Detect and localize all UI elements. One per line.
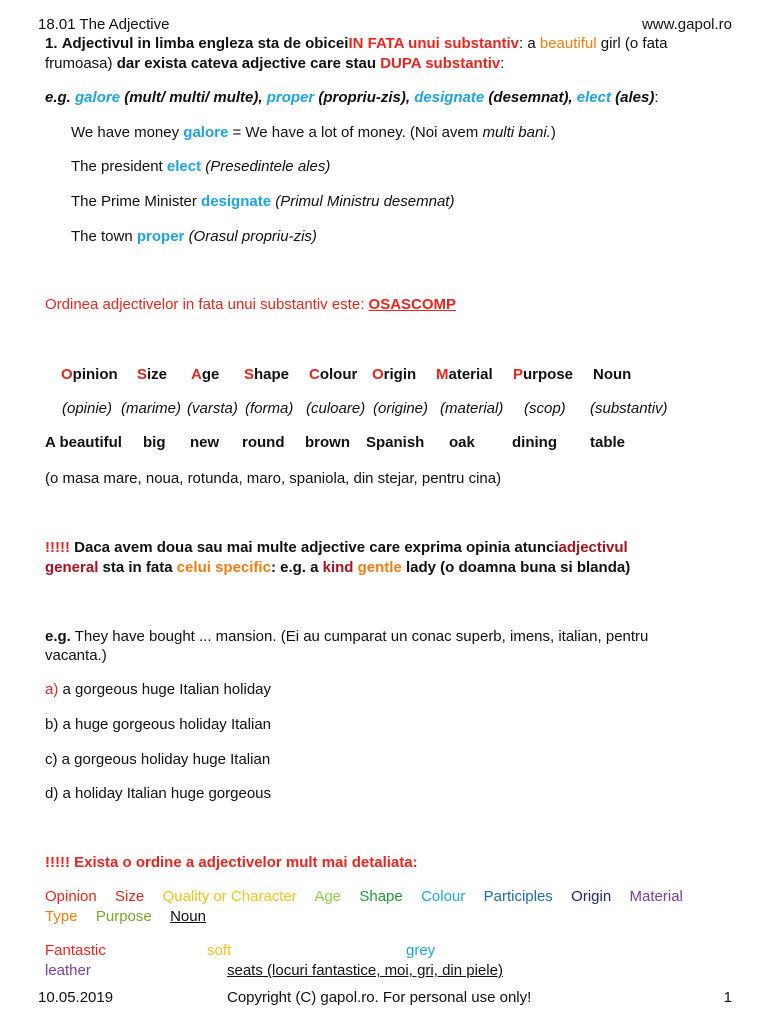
osascomp-age: Age [191, 366, 220, 383]
example-elect: The president elect (Presedintele ales) [71, 158, 331, 175]
exercise-question-1: e.g. They have bought ... mansion. (Ei au cumparat un conac superb, imens, italian, pentru [45, 628, 649, 645]
ro-noun: (substantiv) [590, 400, 668, 417]
order-type: Type [45, 908, 78, 925]
order-origin: Origin [571, 888, 612, 905]
ex-material: oak [449, 434, 475, 451]
detailed-order-row-1 [45, 887, 683, 907]
note-detailed-order: !!!!! Exista o ordine a adjectivelor mult mai detaliata: [45, 854, 418, 871]
detailed-order-row-2 [45, 907, 206, 927]
ro-size: (marime) [121, 400, 181, 417]
note-opinion-1: !!!!! Daca avem doua sau mai multe adjective care exprima opinia atunciadjectivul [45, 539, 628, 556]
example-proper: The town proper (Orasul propriu-zis) [71, 228, 317, 245]
osascomp-noun: Noun [593, 366, 632, 383]
ex-origin: Spanish [366, 434, 425, 451]
header-title: 18.01 The Adjective [38, 16, 170, 33]
osascomp-acronym: OSASCOMP [368, 296, 457, 313]
ro-purpose: (scop) [524, 400, 566, 417]
ro-origin: (origine) [373, 400, 429, 417]
option-b: b) a huge gorgeous holiday Italian [45, 716, 272, 733]
osascomp-colour: Colour [309, 366, 358, 383]
note-opinion-2: general sta in fata celui specific: e.g. a kind gentle lady (o doamna buna si blanda) [45, 559, 631, 576]
osascomp-origin: Origin [372, 366, 417, 383]
osascomp-shape: Shape [244, 366, 290, 383]
ro-age: (varsta) [187, 400, 238, 417]
example-galore: We have money galore = We have a lot of money. (Noi avem multi bani.) [71, 124, 556, 141]
footer-page-number: 1 [723, 989, 732, 1006]
order-material: Material [629, 888, 683, 905]
osascomp-purpose: Purpose [513, 366, 574, 383]
order-purpose: Purpose [95, 908, 152, 925]
ro-material: (material) [440, 400, 504, 417]
ex-opinion: A beautiful [45, 434, 122, 451]
order-noun: Noun [170, 908, 206, 925]
ro-shape: (forma) [245, 400, 294, 417]
example-soft: soft [207, 942, 232, 959]
order-participles: Participles [483, 888, 553, 905]
exercise-question-2: vacanta.) [45, 647, 107, 664]
ex-age: new [190, 434, 220, 451]
intro-line-2: frumoasa) dar exista cateva adjective care stau DUPA substantiv: [45, 55, 505, 72]
ex-purpose: dining [512, 434, 557, 451]
osascomp-opinion: Opinion [61, 366, 118, 383]
order-shape: Shape [359, 888, 403, 905]
eg-post-adjectives: e.g. galore (mult/ multi/ multe), proper (propriu-zis), designate (desemnat), elect (ales): [45, 89, 659, 106]
example-grey: grey [406, 942, 436, 959]
option-c: c) a gorgeous holiday huge Italian [45, 751, 271, 768]
order-size: Size [115, 888, 145, 905]
footer-copyright: Copyright (C) gapol.ro. For personal use only! [227, 989, 532, 1006]
ro-opinion: (opinie) [62, 400, 113, 417]
translation: (o masa mare, noua, rotunda, maro, spaniola, din stejar, pentru cina) [45, 470, 502, 487]
order-line: Ordinea adjectivelor in fata unui substantiv este: OSASCOMP [45, 296, 457, 313]
ex-size: big [143, 434, 166, 451]
ro-colour: (culoare) [306, 400, 366, 417]
option-d: d) a holiday Italian huge gorgeous [45, 785, 272, 802]
ex-colour: brown [305, 434, 350, 451]
intro-line-1: 1. Adjectivul in limba engleza sta de obiceiIN FATA unui substantiv: a beautiful girl (o fata [45, 35, 668, 52]
order-age: Age [314, 888, 342, 905]
example-leather: leather [45, 962, 91, 979]
order-opinion: Opinion [45, 888, 97, 905]
footer-date: 10.05.2019 [38, 989, 114, 1006]
ex-noun: table [590, 434, 626, 451]
header-website: www.gapol.ro [641, 16, 732, 33]
ex-shape: round [242, 434, 285, 451]
osascomp-material: Material [436, 366, 493, 383]
example-seats: seats (locuri fantastice, moi, gri, din piele) [227, 962, 503, 979]
example-fantastic: Fantastic [45, 942, 106, 959]
osascomp-size: Size [137, 366, 168, 383]
example-designate: The Prime Minister designate (Primul Ministru desemnat) [71, 193, 455, 210]
order-quality: Quality or Character [162, 888, 297, 905]
option-a: a) a gorgeous huge Italian holiday [45, 681, 272, 698]
order-colour: Colour [421, 888, 466, 905]
